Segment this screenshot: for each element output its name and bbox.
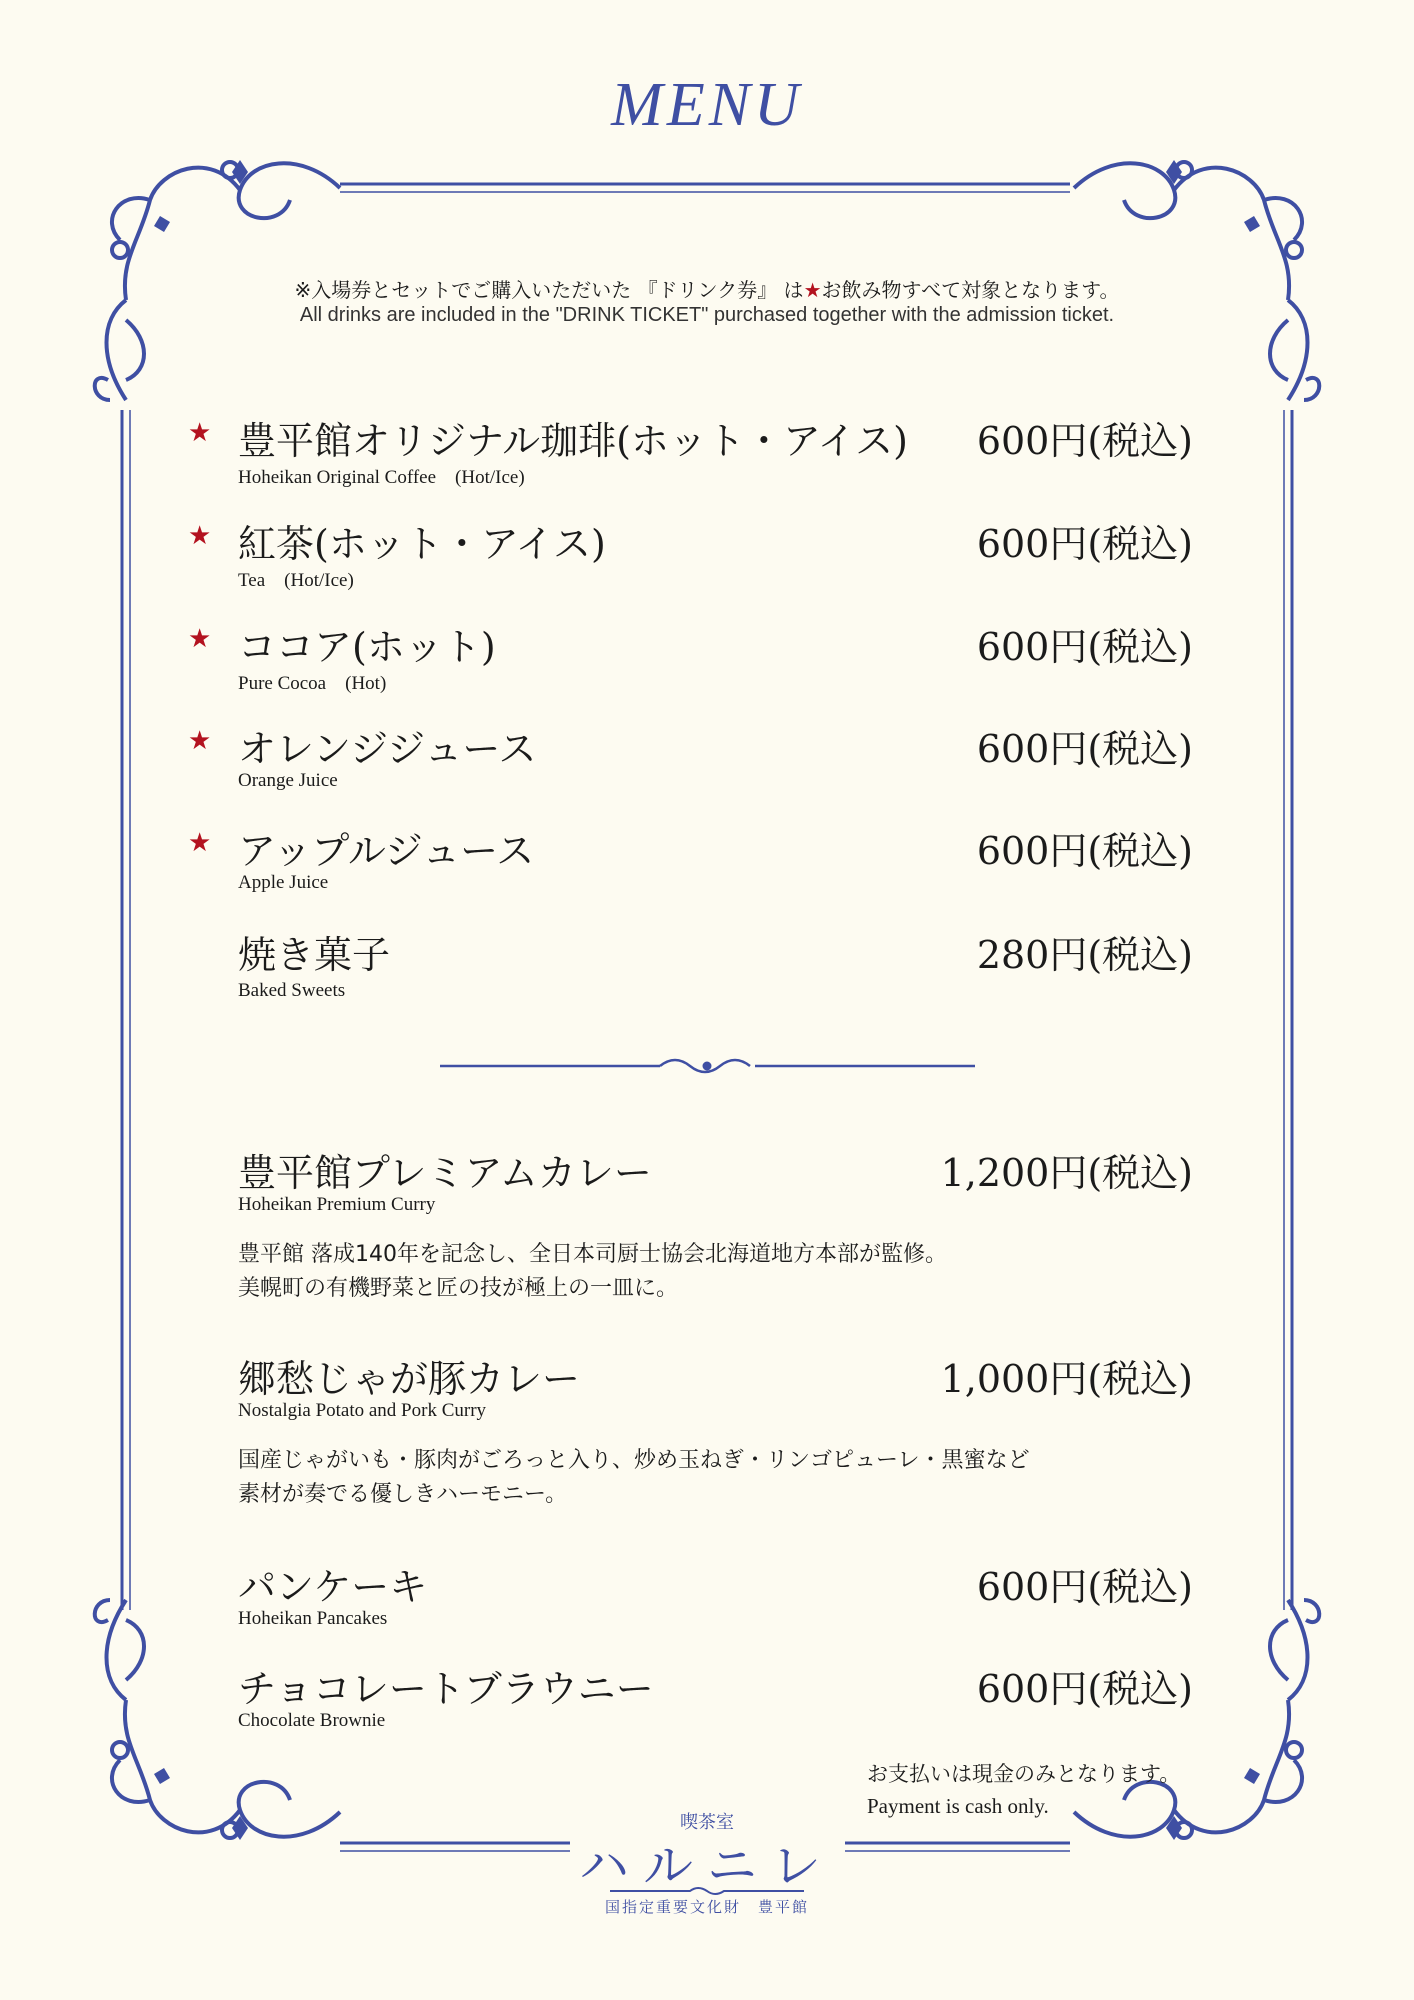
item-name: 紅茶(ホット・アイス)	[238, 522, 606, 566]
item-name: チョコレートブラウニー	[238, 1667, 654, 1711]
item-name-en: Nostalgia Potato and Pork Curry	[238, 1400, 487, 1421]
logo-underline	[610, 1886, 804, 1896]
item-name-en: Baked Sweets	[238, 980, 346, 1001]
page-title: MENU	[611, 71, 803, 139]
item-name: ココア(ホット)	[238, 625, 496, 669]
item-name-en: Apple Juice	[238, 872, 329, 893]
item-price: 600円(税込)	[976, 1667, 1193, 1711]
item-price: 600円(税込)	[976, 625, 1193, 669]
payment-note-ja: お支払いは現金のみとなります。	[867, 1762, 1181, 1786]
description-line: 美幌町の有機野菜と匠の技が極上の一皿に。	[238, 1276, 679, 1301]
item-name-en: Orange Juice	[238, 770, 338, 791]
logo-caption: 喫茶室	[680, 1812, 734, 1833]
item-price: 280円(税込)	[976, 933, 1193, 977]
star-icon: ★	[803, 278, 822, 302]
item-name: 豊平館プレミアムカレー	[238, 1151, 652, 1195]
item-price: 600円(税込)	[976, 727, 1193, 771]
drink-ticket-notice-en: All drinks are included in the "DRINK TICKET" purchased together with the admission ticket.	[299, 304, 1115, 326]
item-name: オレンジジュース	[238, 727, 537, 771]
item-price: 600円(税込)	[976, 1565, 1193, 1609]
drink-ticket-notice-ja	[0, 274, 1414, 303]
description-line: 素材が奏でる優しきハーモニー。	[238, 1482, 568, 1507]
star-icon: ★	[188, 624, 212, 654]
payment-note-en: Payment is cash only.	[867, 1794, 1049, 1818]
star-icon: ★	[188, 828, 212, 858]
logo-subtitle: 国指定重要文化財 豊平館	[604, 1898, 809, 1916]
item-price: 600円(税込)	[976, 522, 1193, 566]
item-name: 焼き菓子	[238, 933, 391, 977]
item-description	[238, 1444, 1030, 1512]
item-name-en: Pure Cocoa (Hot)	[238, 673, 387, 694]
star-icon: ★	[188, 418, 212, 448]
notice-text-after: お飲み物すべて対象となります。	[821, 278, 1120, 302]
star-icon: ★	[188, 521, 212, 551]
item-price: 600円(税込)	[976, 829, 1193, 873]
star-icon: ★	[188, 726, 212, 756]
item-name: アップルジュース	[238, 829, 535, 873]
item-price: 1,000円(税込)	[940, 1357, 1193, 1401]
item-price: 1,200円(税込)	[940, 1151, 1193, 1195]
notice-text-before: ※入場券とセットでご購入いただいた 『ドリンク券』 は	[294, 278, 804, 302]
item-name-en: Hoheikan Pancakes	[238, 1608, 388, 1629]
item-description	[238, 1238, 947, 1306]
description-line: 国産じゃがいも・豚肉がごろっと入り、炒め玉ねぎ・リンゴピューレ・黒蜜など	[238, 1448, 1030, 1473]
item-name: 郷愁じゃが豚カレー	[238, 1357, 581, 1401]
item-name: 豊平館オリジナル珈琲(ホット・アイス)	[238, 419, 908, 463]
item-price: 600円(税込)	[976, 419, 1193, 463]
item-name-en: Chocolate Brownie	[238, 1710, 386, 1731]
item-name: パンケーキ	[238, 1565, 428, 1609]
description-line: 豊平館 落成140年を記念し、全日本司厨士協会北海道地方本部が監修。	[238, 1242, 947, 1267]
item-name-en: Hoheikan Premium Curry	[238, 1194, 436, 1215]
item-name-en: Tea (Hot/Ice)	[238, 570, 354, 591]
item-name-en: Hoheikan Original Coffee (Hot/Ice)	[238, 467, 525, 488]
logo-name: ハルニレ	[579, 1837, 835, 1895]
